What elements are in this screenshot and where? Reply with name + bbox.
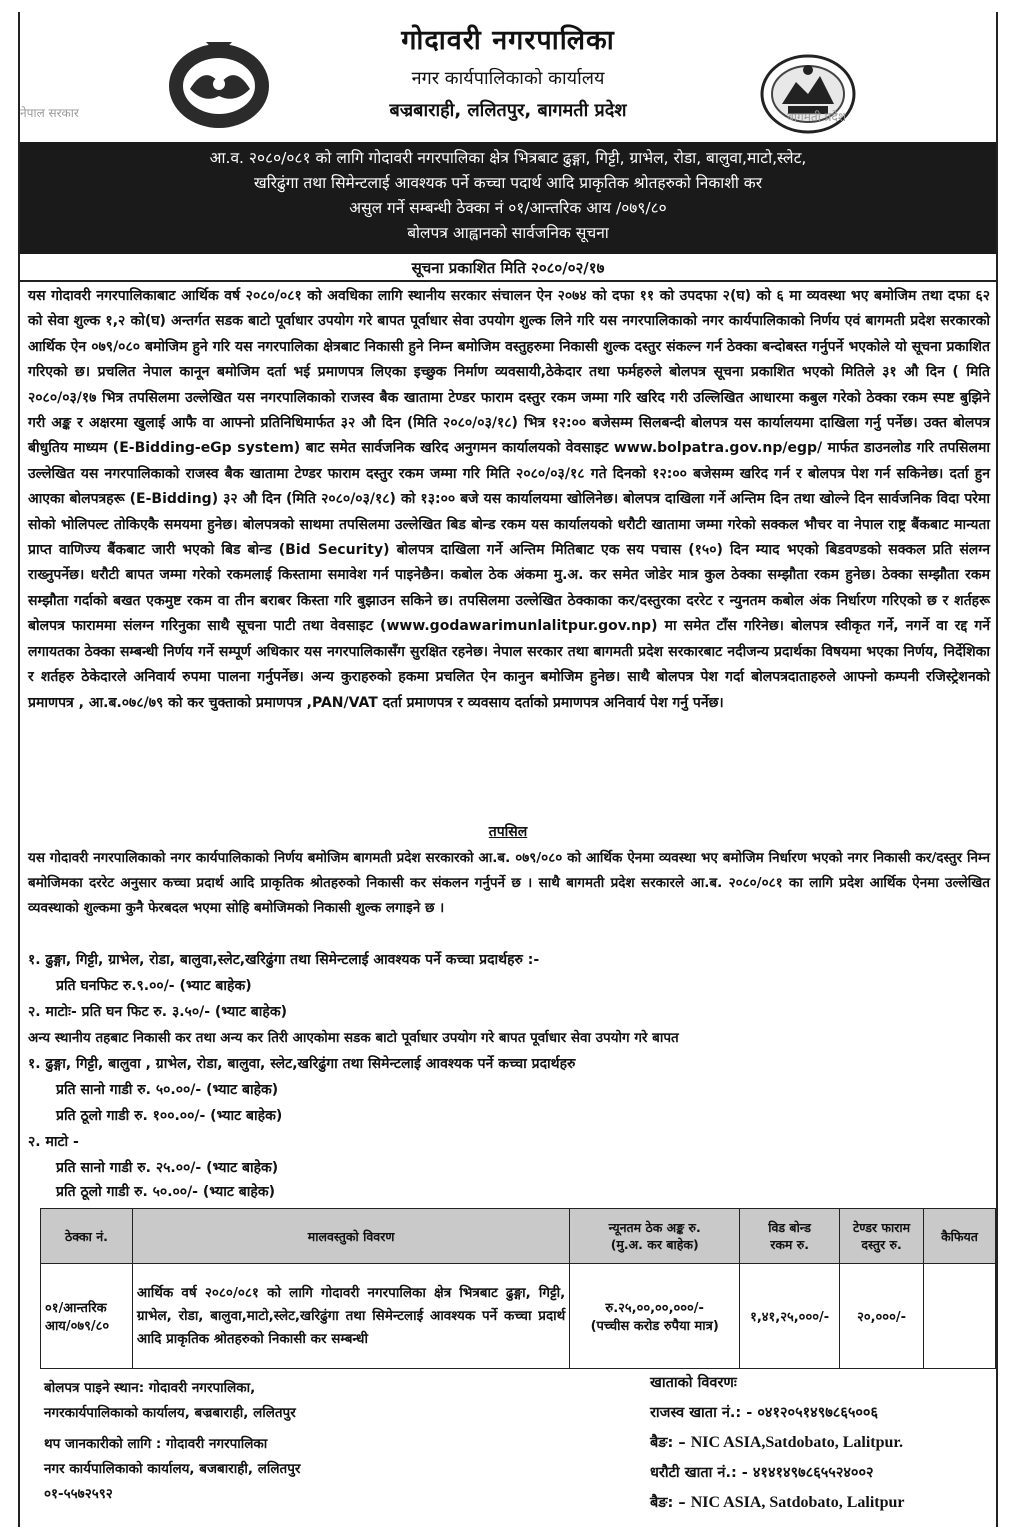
local-item-2-big: प्रति ठूलो गाडी रु. ५०.००/- (भ्याट बाहेक) (56, 1184, 275, 1200)
bank-2-name: NIC ASIA, Satdobato, Lalitpur (690, 1494, 905, 1511)
cell-contract-no: ०१/आन्तरिक आय/०७९/८० (41, 1264, 133, 1369)
cell-min-amount-words: (पच्चीस करोड रुपैया मात्र) (590, 1319, 719, 1334)
col-bid-bond-line-1: विड बोन्ड (768, 1220, 811, 1235)
office-address: बज्रबाराही, ललितपुर, बागमती प्रदेश (389, 100, 627, 121)
local-item-1: १. ढुङ्गा, गिट्टी, बालुवा , ग्राभेल, रोडा, बालुवा, स्लेट,खरिढुंगा तथा सिमेन्टलाई आवश्यक पर्ने कच्चा प्रदार्थहरु (28, 1056, 576, 1072)
title-line-1: आ.व. २०८०/०८१ को लागि गोदावरी नगरपालिका क्षेत्र भित्रबाट ढुङ्गा, गिट्टी, ग्राभेल, रोडा, बालुवा,माटो,स्लेट, (209, 149, 807, 167)
footer-contact (44, 1376, 300, 1507)
deposit-account-number: ४१४१४९७८६५५२४००२ (752, 1465, 874, 1481)
cell-min-amount (570, 1264, 740, 1369)
cell-bid-bond: १,४१,२५,०००/- (740, 1264, 840, 1369)
tender-table (40, 1208, 996, 1369)
title-line-3: असुल गर्ने सम्बन्धी ठेक्का नं ०१/आन्तरिक आय /०७९/८० (349, 199, 667, 217)
cell-remarks (924, 1264, 996, 1369)
footer-phone: ०१-५५७२५९२ (44, 1486, 113, 1502)
notice-header (20, 12, 996, 140)
rate-item-1: १. ढुङ्गा, गिट्टी, ग्राभेल, रोडा, बालुवा,स्लेट,खरिढुंगा तथा सिमेन्टलाई आवश्यक पर्ने कच्चा प्रदार्थहरु :- (28, 952, 540, 968)
local-levy-heading: अन्य स्थानीय तहबाट निकासी कर तथा अन्य कर तिरी आएकोमा सडक बाटो पूर्वाधार उपयोग गरे बापत पूर्वाधार सेवा उपयोग गरे बापत (28, 1030, 679, 1046)
account-details-heading: खाताको विवरणः (650, 1375, 737, 1391)
deposit-account-line (650, 1458, 905, 1488)
bank-1-name: NIC ASIA,Satdobato, Lalitpur. (690, 1434, 904, 1451)
bank-2-line (650, 1488, 905, 1518)
local-item-2: २. माटो - (28, 1134, 79, 1150)
footer-left-line-4: नगर कार्यपालिकाको कार्यालय, बजबाराही, ललितपुर (44, 1461, 301, 1477)
rate-item-1-value: प्रति घनफिट रु.९.००/- (भ्याट बाहेक) (56, 978, 252, 994)
faded-text-right: बागमती प्रदेश (786, 110, 846, 124)
bank-2-label: बैङ: – (650, 1495, 686, 1511)
notice-page (18, 12, 998, 1527)
table-row (41, 1264, 996, 1369)
col-min-amount-line-2: (मु.अ. कर बाहेक) (610, 1237, 699, 1252)
footer-left-line-1: बोलपत्र पाइने स्थान: गोदावरी नगरपालिका, (44, 1380, 256, 1396)
col-bid-bond (740, 1209, 840, 1264)
revenue-account-label: राजस्व खाता नं.: - (650, 1405, 753, 1421)
notice-title-band (20, 142, 996, 254)
local-item-1-small: प्रति सानो गाडी रु. ५०.००/- (भ्याट बाहेक) (56, 1082, 279, 1098)
schedule-heading: तपसिल (488, 824, 528, 840)
rate-item-2: २. माटोः- प्रति घन फिट रु. ३.५०/- (भ्याट बाहेक) (28, 1004, 288, 1020)
title-line-4: बोलपत्र आह्वानको सार्वजनिक सूचना (407, 224, 609, 242)
local-item-1-big: प्रति ठूलो गाडी रु. १००.००/- (भ्याट बाहेक) (56, 1108, 283, 1124)
col-min-amount (570, 1209, 740, 1264)
col-bid-bond-line-2: रकम रु. (770, 1237, 809, 1252)
cell-tender-fee: २०,०००/- (840, 1264, 924, 1369)
publication-date: सूचना प्रकाशित मिति २०८०/०२/१७ (411, 259, 605, 277)
deposit-account-label: धरौटी खाता नं.: - (650, 1465, 748, 1481)
col-tender-fee-line-1: टेण्डर फाराम (853, 1220, 911, 1235)
col-description: मालवस्तुको विवरण (132, 1209, 569, 1264)
revenue-account-number: ०४१२०५१४९७८६५००६ (757, 1405, 879, 1421)
footer-left-line-3: थप जानकारीको लागि : गोदावरी नगरपालिका (44, 1436, 268, 1452)
col-tender-fee (840, 1209, 924, 1264)
local-item-2-small: प्रति सानो गाडी रु. २५.००/- (भ्याट बाहेक) (56, 1160, 279, 1176)
cell-description: आर्थिक वर्ष २०८०/०८१ को लागि गोदावरी नगरपालिका क्षेत्र भित्रबाट ढुङ्गा, गिट्टी, ग्राभेल, रोडा, बालुवा,माटो,स्लेट,खरिढुंगा तथा सिमेन्टलाई आवश्यक पर्ने कच्चा प्रदार्थ आदि प्राकृतिक श्रोतहरुको निकासी कर सम्बन्धी (132, 1264, 569, 1369)
col-contract-no: ठेक्का नं. (41, 1209, 133, 1264)
revenue-account-line (650, 1398, 905, 1428)
col-min-amount-line-1: न्यूनतम ठेक अङ्क रु. (608, 1220, 701, 1235)
bank-1-label: बैङ: – (650, 1435, 686, 1451)
title-line-2: खरिढुंगा तथा सिमेन्टलाई आवश्यक पर्ने कच्चा पदार्थ आदि प्राकृतिक श्रोतहरुको निकाशी कर (253, 174, 763, 192)
col-tender-fee-line-2: दस्तुर रु. (861, 1237, 902, 1252)
faded-text-left: नेपाल सरकार (20, 106, 79, 120)
schedule-intro: यस गोदावरी नगरपालिकाको नगर कार्यपालिकाको निर्णय बमोजिम बागमती प्रदेश सरकारको आ.ब. ०७९/०८० को आर्थिक ऐनमा व्यवस्था भए बमोजिम निर्धारण भएको नगर निकासी कर/दस्तुर निम्न बमोजिमका दररेट अनुसार कच्चा प्रदार्थ आदि प्राकृतिक श्रोतहरुको निकासी कर संकलन गर्नुपर्ने छ । साथै बागमती प्रदेश सरकारले आ.ब. २०८०/०८१ का लागि प्रदेश आर्थिक ऐनमा उल्लेखित व्यवस्थाको शुल्कमा कुनै फेरबदल भएमा सोहि बमोजिमको निकासी शुल्क लगाइने छ । (28, 850, 990, 916)
account-details (650, 1368, 905, 1518)
office-name: नगर कार्यपालिकाको कार्यालय (411, 68, 605, 89)
org-name: गोदावरी नगरपालिका (401, 25, 615, 56)
footer-left-line-2: नगरकार्यपालिकाको कार्यालय, बज्रबाराही, ललितपुर (44, 1405, 296, 1421)
divider (20, 280, 996, 282)
bank-1-line (650, 1428, 905, 1458)
notice-body-paragraph: यस गोदावरी नगरपालिकाबाट आर्थिक वर्ष २०८०/०८१ को अवधिका लागि स्थानीय सरकार संचालन ऐन २०७४ को दफा ११ को उपदफा २(घ) को ६ मा व्यवस्था भए बमोजिम तथा दफा ६२ को सेवा शुल्क १,२ को(घ) अन्तर्गत सडक बाटो पूर्वाधार उपयोग गरे बापत पूर्वाधार सेवा उपयोग शुल्क लिने गरि यस नगरपालिकाको नगर कार्यपालिकाको निर्णय एवं बागमती प्रदेश सरकारको आर्थिक ऐन ०७९/०८० बमोजिम हुने गरि यस नगरपालिका क्षेत्रबाट निकासी हुने निम्न बमोजिम वस्तुहरुमा निकासी शुल्क दस्तुर संकल्न गर्न ठेक्का बन्दोबस्त गर्नुपर्ने भएकोले यो सूचना प्रकाशित गरिएको छ। प्रचलित नेपाल कानून बमोजिम दर्ता भई प्रमाणपत्र लिएका इच्छुक निर्माण व्यवसायी,ठेकेदार तथा फर्महरुले बोलपत्र सूचना प्रकाशित भएको मितिले ३१ औ दिन ( मिति २०८०/०३/१७ भित्र तपसिलमा उल्लेखित यस नगरपालिकाको राजस्व बैक खातामा टेण्डर फाराम दस्तुर रकम जम्मा गरि खरिद गरी उल्लिखित आधारमा कबुल गरेको ठेक्का रकम स्पष्ट बुझिने गरी अङ्क र अक्षरमा खुलाई आफै वा आफ्नो प्रतिनिधिमार्फत ३२ औ दिन (मिति २०८०/०३/१८) भित्र १२:०० बजेसम्म सिलबन्दी बोलपत्र यस कार्यालयमा दाखिला गर्नु पर्नेछ। उक्त बोलपत्र बीधुतिय माध्यम (E-Bidding-eGp system) बाट समेत सार्वजनिक खरिद अनुगमन कार्यालयको वेवसाइट www.bolpatra.gov.np/egp/ मार्फत डाउनलोड गरि तपसिलमा उल्लेखित यस नगरपालिकाको राजस्व बैक खातामा टेण्डर फाराम दस्तुर रकम जम्मा गरि मिति २०८०/०३/१८ गते दिनको १२:०० बजेसम्म खरिद गर्न र बोलपत्र पेश गर्न सकिनेछ। दर्ता हुन आएका बोलपत्रहरू (E-Bidding) ३२ औ दिन (मिति २०८०/०३/१८) को १३:०० बजे यस कार्यालयमा खोलिनेछ। बोलपत्र दाखिला गर्ने अन्तिम दिन तथा खोल्ने दिन सार्वजनिक विदा परेमा सोको भोलिपल्ट तोकिएकै समयमा हुनेछ। बोलपत्रको साथमा तपसिलमा उल्लेखित बिड बोन्ड रकम यस कार्यालयको धरौटी खातामा जम्मा गरेको सक्कल भौचर वा नेपाल राष्ट्र बैंकबाट मान्यता प्राप्त वाणिज्य बैंकबाट जारी भएको बिड बोन्ड (Bid Security) बोलपत्र दाखिला गर्ने अन्तिम मितिबाट एक सय पचास (१५०) दिन म्याद भएको बिडवण्डको सक्कल प्रति संलग्न राख्नुपर्नेछ। धरौटी बापत जम्मा गरेको रकमलाई किस्तामा समावेश गर्न पाइनेछैन। कबोल ठेक अंकमा मु.अ. कर समेत जोडेर मात्र कुल ठेक्का सम्झौता रकम हुनेछ। ठेक्का सम्झौता रकम सम्झौता गर्दाको बखत एकमुष्ट रकम वा तीन बराबर किस्ता गरि बुझाउन सकिने छ। तपसिलमा उल्लेखित ठेक्काका कर/दस्तुरका दररेट र न्युनतम कबोल अंक निर्धारण गरिएको छ र शर्तहरू बोलपत्र फाराममा संलग्न गरिनुका साथै सूचना पाटी तथा वेवसाइट (www.godawarimunlalitpur.gov.np) मा समेत टाँस गरिनेछ। बोलपत्र स्वीकृत गर्ने, नगर्ने वा रद्द गर्ने लगायतका ठेक्का सम्बन्धी निर्णय गर्ने सम्पूर्ण अधिकार यस नगरपालिकासँग सुरक्षित रहनेछ। नेपाल सरकार तथा बागमती प्रदेश सरकारबाट नदीजन्य प्रदार्थका विषयमा भएका निर्णय, निर्देशिका र शर्तहरु ठेकेदारले अनिवार्य रुपमा पालना गर्नुपर्नेछ। अन्य कुराहरुको हकमा प्रचलित ऐन कानुन बमोजिम हुनेछ। साथै बोलपत्र पेश गर्दा बोलपत्रदाताहरुले आफ्नो कम्पनी रजिस्ट्रेशनको प्रमाणपत्र , आ.ब.०७८/७९ को कर चुक्ताको प्रमाणपत्र ,PAN/VAT दर्ता प्रमाणपत्र र व्यवसाय दर्ताको प्रमाणपत्र अनिवार्य पेश गर्नु पर्नेछ। (28, 288, 990, 711)
col-remarks: कैफियत (924, 1209, 996, 1264)
table-header-row (41, 1209, 996, 1264)
cell-min-amount-figure: रु.२५,००,००,०००/- (605, 1301, 704, 1316)
